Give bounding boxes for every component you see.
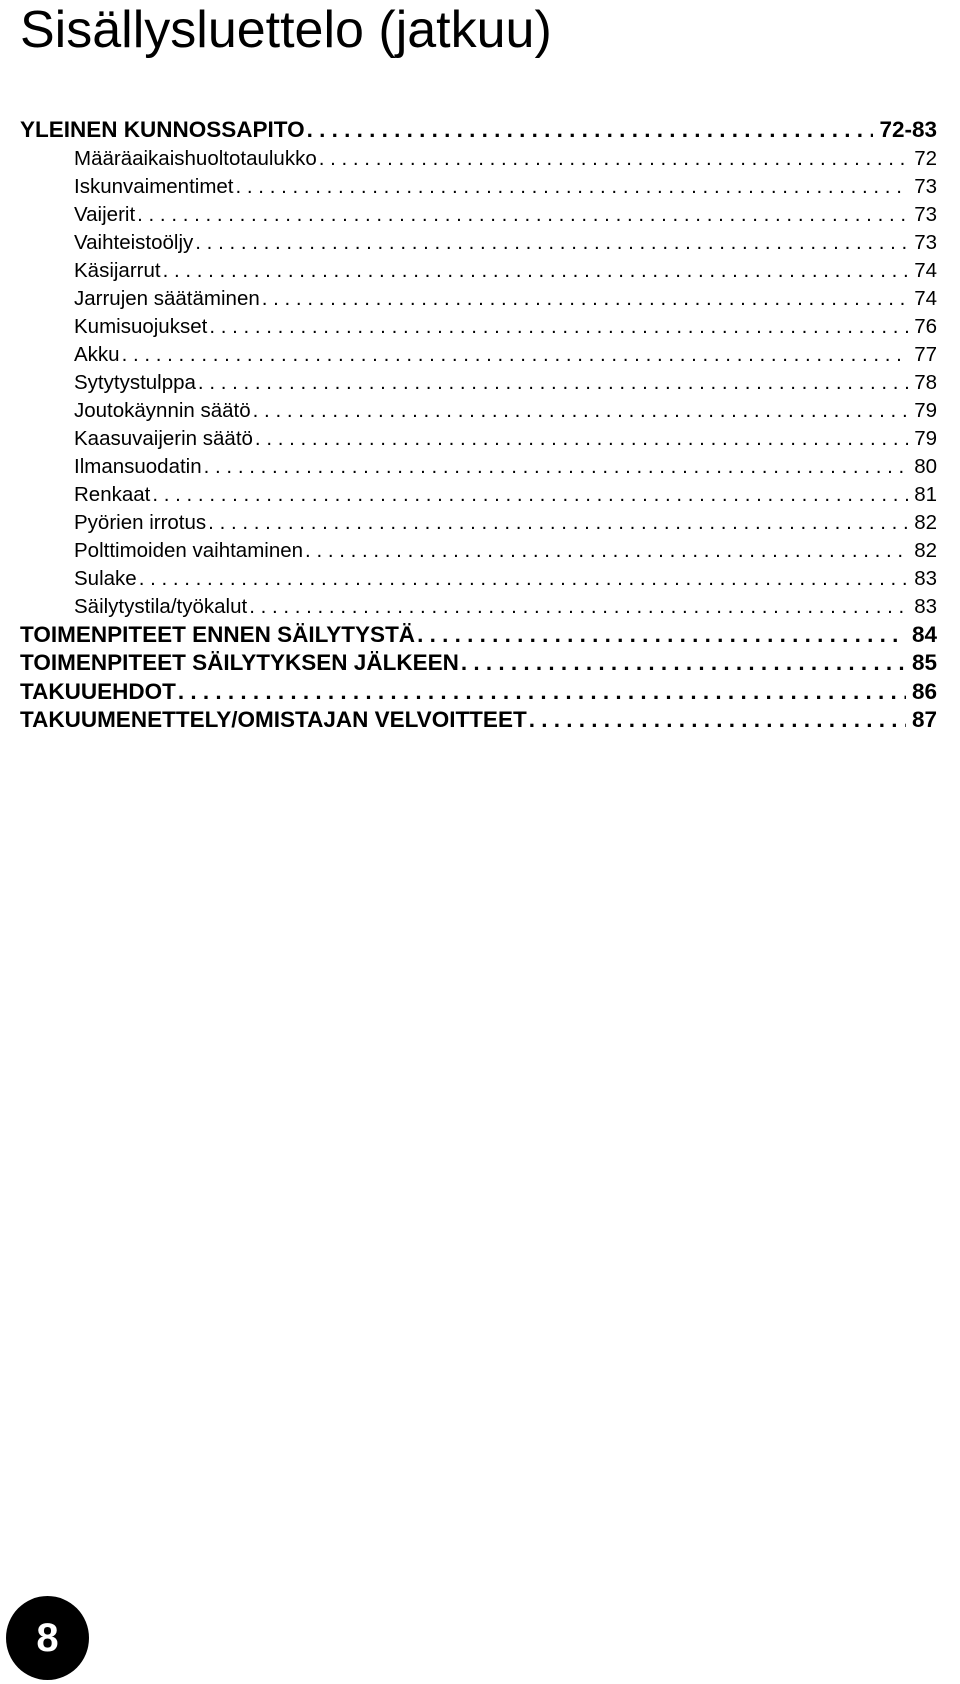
toc-section-heading[interactable] bbox=[20, 116, 937, 145]
dot-leader bbox=[529, 706, 906, 734]
toc-entry-page: 80 bbox=[914, 454, 937, 478]
toc-section-heading[interactable] bbox=[20, 706, 937, 735]
toc-entry-label: Joutokäynnin säätö bbox=[74, 398, 251, 422]
dot-leader bbox=[307, 116, 874, 144]
toc-entry[interactable] bbox=[20, 481, 937, 509]
toc-entry[interactable] bbox=[20, 593, 937, 621]
toc-entry-label: TAKUUEHDOT bbox=[20, 678, 176, 704]
toc-entry-page: 82 bbox=[914, 510, 937, 534]
toc-entry-page: 72-83 bbox=[879, 117, 937, 142]
dot-leader bbox=[236, 173, 909, 201]
page-title: Sisällysluettelo (jatkuu) bbox=[20, 1, 552, 59]
toc-entry-page: 73 bbox=[914, 174, 937, 198]
dot-leader bbox=[255, 425, 908, 453]
dot-leader bbox=[253, 397, 909, 425]
toc-entry-label: Sytytystulppa bbox=[74, 370, 196, 394]
toc-entry[interactable] bbox=[20, 537, 937, 565]
toc-entry-label: Jarrujen säätäminen bbox=[74, 286, 260, 310]
dot-leader bbox=[178, 678, 906, 706]
toc-entry[interactable] bbox=[20, 285, 937, 313]
toc-entry[interactable] bbox=[20, 229, 937, 257]
dot-leader bbox=[209, 313, 908, 341]
dot-leader bbox=[417, 621, 906, 649]
toc-entry[interactable] bbox=[20, 425, 937, 453]
toc-entry-label: Kumisuojukset bbox=[74, 314, 208, 338]
toc-entry-label: Pyörien irrotus bbox=[74, 510, 207, 534]
toc-entry[interactable] bbox=[20, 341, 937, 369]
toc-section-heading[interactable] bbox=[20, 678, 937, 707]
dot-leader bbox=[262, 285, 908, 313]
page-number-badge bbox=[6, 1596, 89, 1680]
toc-entry[interactable] bbox=[20, 453, 937, 481]
toc-entry-page: 83 bbox=[914, 566, 937, 590]
toc-entry[interactable] bbox=[20, 145, 937, 173]
toc-entry[interactable] bbox=[20, 201, 937, 229]
toc-entry-page: 81 bbox=[914, 482, 937, 506]
dot-leader bbox=[204, 453, 909, 481]
toc-entry[interactable] bbox=[20, 565, 937, 593]
toc-entry-label: TOIMENPITEET SÄILYTYKSEN JÄLKEEN bbox=[20, 650, 459, 675]
dot-leader bbox=[249, 593, 908, 621]
toc-entry-page: 79 bbox=[914, 398, 937, 422]
toc-section-heading[interactable] bbox=[20, 649, 937, 678]
toc-entry-label: Sulake bbox=[74, 566, 137, 590]
toc-entry-page: 72 bbox=[914, 146, 937, 170]
toc-entry-label: Polttimoiden vaihtaminen bbox=[74, 538, 304, 562]
dot-leader bbox=[139, 565, 909, 593]
toc-entry[interactable] bbox=[20, 509, 937, 537]
dot-leader bbox=[319, 145, 908, 173]
toc-entry-page: 77 bbox=[914, 342, 937, 366]
toc-entry[interactable] bbox=[20, 397, 937, 425]
toc-entry-page: 83 bbox=[914, 594, 937, 618]
toc-entry-page: 79 bbox=[914, 426, 937, 450]
toc-section-heading[interactable] bbox=[20, 621, 937, 650]
toc-entry-page: 87 bbox=[911, 707, 937, 732]
toc-entry-label: Ilmansuodatin bbox=[74, 454, 202, 478]
toc-entry-label: Vaihteistoöljy bbox=[74, 230, 194, 254]
toc-entry-label: Käsijarrut bbox=[74, 258, 161, 282]
toc-entry-page: 76 bbox=[914, 314, 937, 338]
page-number: 8 bbox=[36, 1615, 59, 1660]
toc-entry[interactable] bbox=[20, 173, 937, 201]
toc-entry-label: Vaijerit bbox=[74, 202, 136, 226]
toc-entry[interactable] bbox=[20, 313, 937, 341]
toc-entry-label: Iskunvaimentimet bbox=[74, 174, 234, 198]
dot-leader bbox=[208, 509, 908, 537]
toc-entry-page: 86 bbox=[911, 678, 937, 704]
dot-leader bbox=[152, 481, 908, 509]
table-of-contents bbox=[20, 116, 937, 735]
toc-entry-label: Renkaat bbox=[74, 482, 151, 506]
toc-entry-page: 74 bbox=[914, 286, 937, 310]
dot-leader bbox=[195, 229, 908, 257]
toc-entry-label: Akku bbox=[74, 342, 120, 366]
toc-entry-page: 78 bbox=[914, 370, 937, 394]
dot-leader bbox=[163, 257, 909, 285]
dot-leader bbox=[122, 341, 909, 369]
toc-entry-label: TOIMENPITEET ENNEN SÄILYTYSTÄ bbox=[20, 621, 416, 647]
toc-entry[interactable] bbox=[20, 369, 937, 397]
toc-entry-page: 85 bbox=[911, 650, 937, 675]
toc-entry-label: YLEINEN KUNNOSSAPITO bbox=[20, 117, 305, 142]
toc-entry-label: Määräaikaishuoltotaulukko bbox=[74, 146, 317, 170]
toc-entry-page: 74 bbox=[914, 258, 937, 282]
dot-leader bbox=[137, 201, 908, 229]
toc-entry-label: Kaasuvaijerin säätö bbox=[74, 426, 253, 450]
dot-leader bbox=[305, 537, 908, 565]
toc-entry-label: TAKUUMENETTELY/OMISTAJAN VELVOITTEET bbox=[20, 707, 527, 732]
toc-entry-page: 84 bbox=[911, 621, 937, 647]
toc-entry[interactable] bbox=[20, 257, 937, 285]
toc-entry-page: 73 bbox=[914, 230, 937, 254]
dot-leader bbox=[461, 649, 906, 677]
toc-entry-label: Säilytystila/työkalut bbox=[74, 594, 248, 618]
toc-entry-page: 82 bbox=[914, 538, 937, 562]
dot-leader bbox=[198, 369, 908, 397]
toc-entry-page: 73 bbox=[914, 202, 937, 226]
